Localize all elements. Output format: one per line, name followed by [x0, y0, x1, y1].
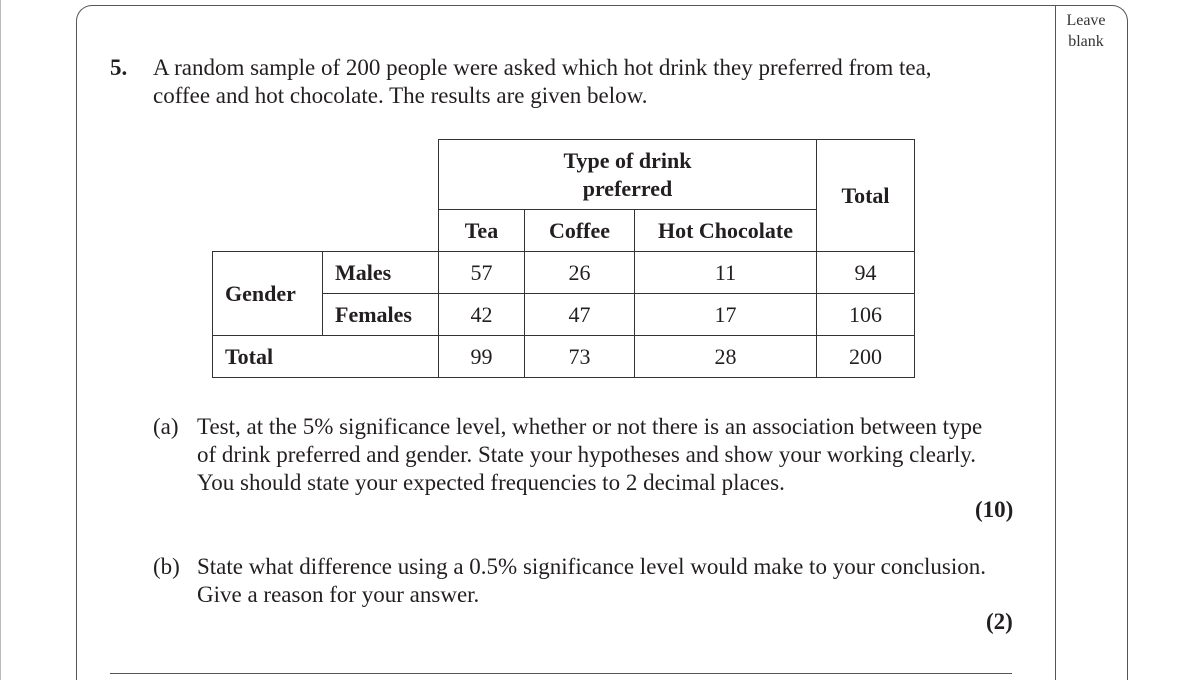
cell-females-tea: 42	[439, 294, 525, 336]
page-left-edge	[0, 0, 1, 680]
part-a-label: (a)	[153, 414, 179, 439]
group-header	[439, 140, 817, 210]
question-number: 5.	[110, 55, 128, 80]
part-a-marks: (10)	[975, 497, 1014, 522]
cell-total-tea: 99	[439, 336, 525, 378]
question-text-line1: A random sample of 200 people were asked which hot drink they preferred from tea,	[153, 55, 932, 80]
question-text	[153, 54, 1033, 110]
margin-divider	[1055, 6, 1056, 680]
part-b-label: (b)	[153, 554, 180, 579]
row-label-males: Males	[323, 252, 439, 294]
row-label-females: Females	[323, 294, 439, 336]
row-label-total: Total	[213, 336, 439, 378]
cell-females-coffee: 47	[525, 294, 635, 336]
part-b-line1: State what difference using a 0.5% significance level would make to your conclusion.	[197, 554, 987, 579]
cell-grand-total: 200	[817, 336, 915, 378]
table-row-total	[213, 336, 915, 378]
leave-blank-line2: blank	[1068, 33, 1104, 50]
part-b-marks: (2)	[986, 609, 1013, 634]
cell-females-hot-chocolate: 17	[635, 294, 817, 336]
cell-females-total: 106	[817, 294, 915, 336]
column-header-coffee: Coffee	[525, 210, 635, 252]
group-header-line1: Type of drink	[563, 147, 692, 173]
cell-males-hot-chocolate: 11	[635, 252, 817, 294]
group-header-line2: preferred	[582, 175, 673, 201]
part-a-line3: You should state your expected frequencies to 2 decimal places.	[197, 470, 785, 495]
column-header-hot-chocolate: Hot Chocolate	[635, 210, 817, 252]
total-column-header: Total	[817, 140, 915, 252]
answer-rule	[110, 673, 1012, 674]
part-a	[153, 413, 1023, 503]
table-blank-corner-2	[213, 210, 439, 252]
table-row	[213, 252, 915, 294]
column-header-tea: Tea	[439, 210, 525, 252]
part-a-text	[197, 413, 982, 497]
cell-total-hot-chocolate: 28	[635, 336, 817, 378]
leave-blank-line1: Leave	[1066, 12, 1106, 29]
part-b	[153, 553, 1023, 613]
question-text-line2: coffee and hot chocolate. The results are given below.	[153, 83, 648, 108]
results-table	[212, 139, 915, 378]
row-group-label-gender: Gender	[213, 252, 323, 336]
cell-total-coffee: 73	[525, 336, 635, 378]
part-a-line1: Test, at the 5% significance level, whether or not there is an association between type	[197, 414, 983, 439]
leave-blank-label	[1058, 10, 1114, 52]
part-b-text	[197, 553, 986, 609]
table-blank-corner	[213, 140, 439, 210]
part-b-line2: Give a reason for your answer.	[197, 582, 480, 607]
part-a-line2: of drink preferred and gender. State your hypotheses and show your working clearly.	[197, 442, 977, 467]
cell-males-tea: 57	[439, 252, 525, 294]
cell-males-total: 94	[817, 252, 915, 294]
cell-males-coffee: 26	[525, 252, 635, 294]
